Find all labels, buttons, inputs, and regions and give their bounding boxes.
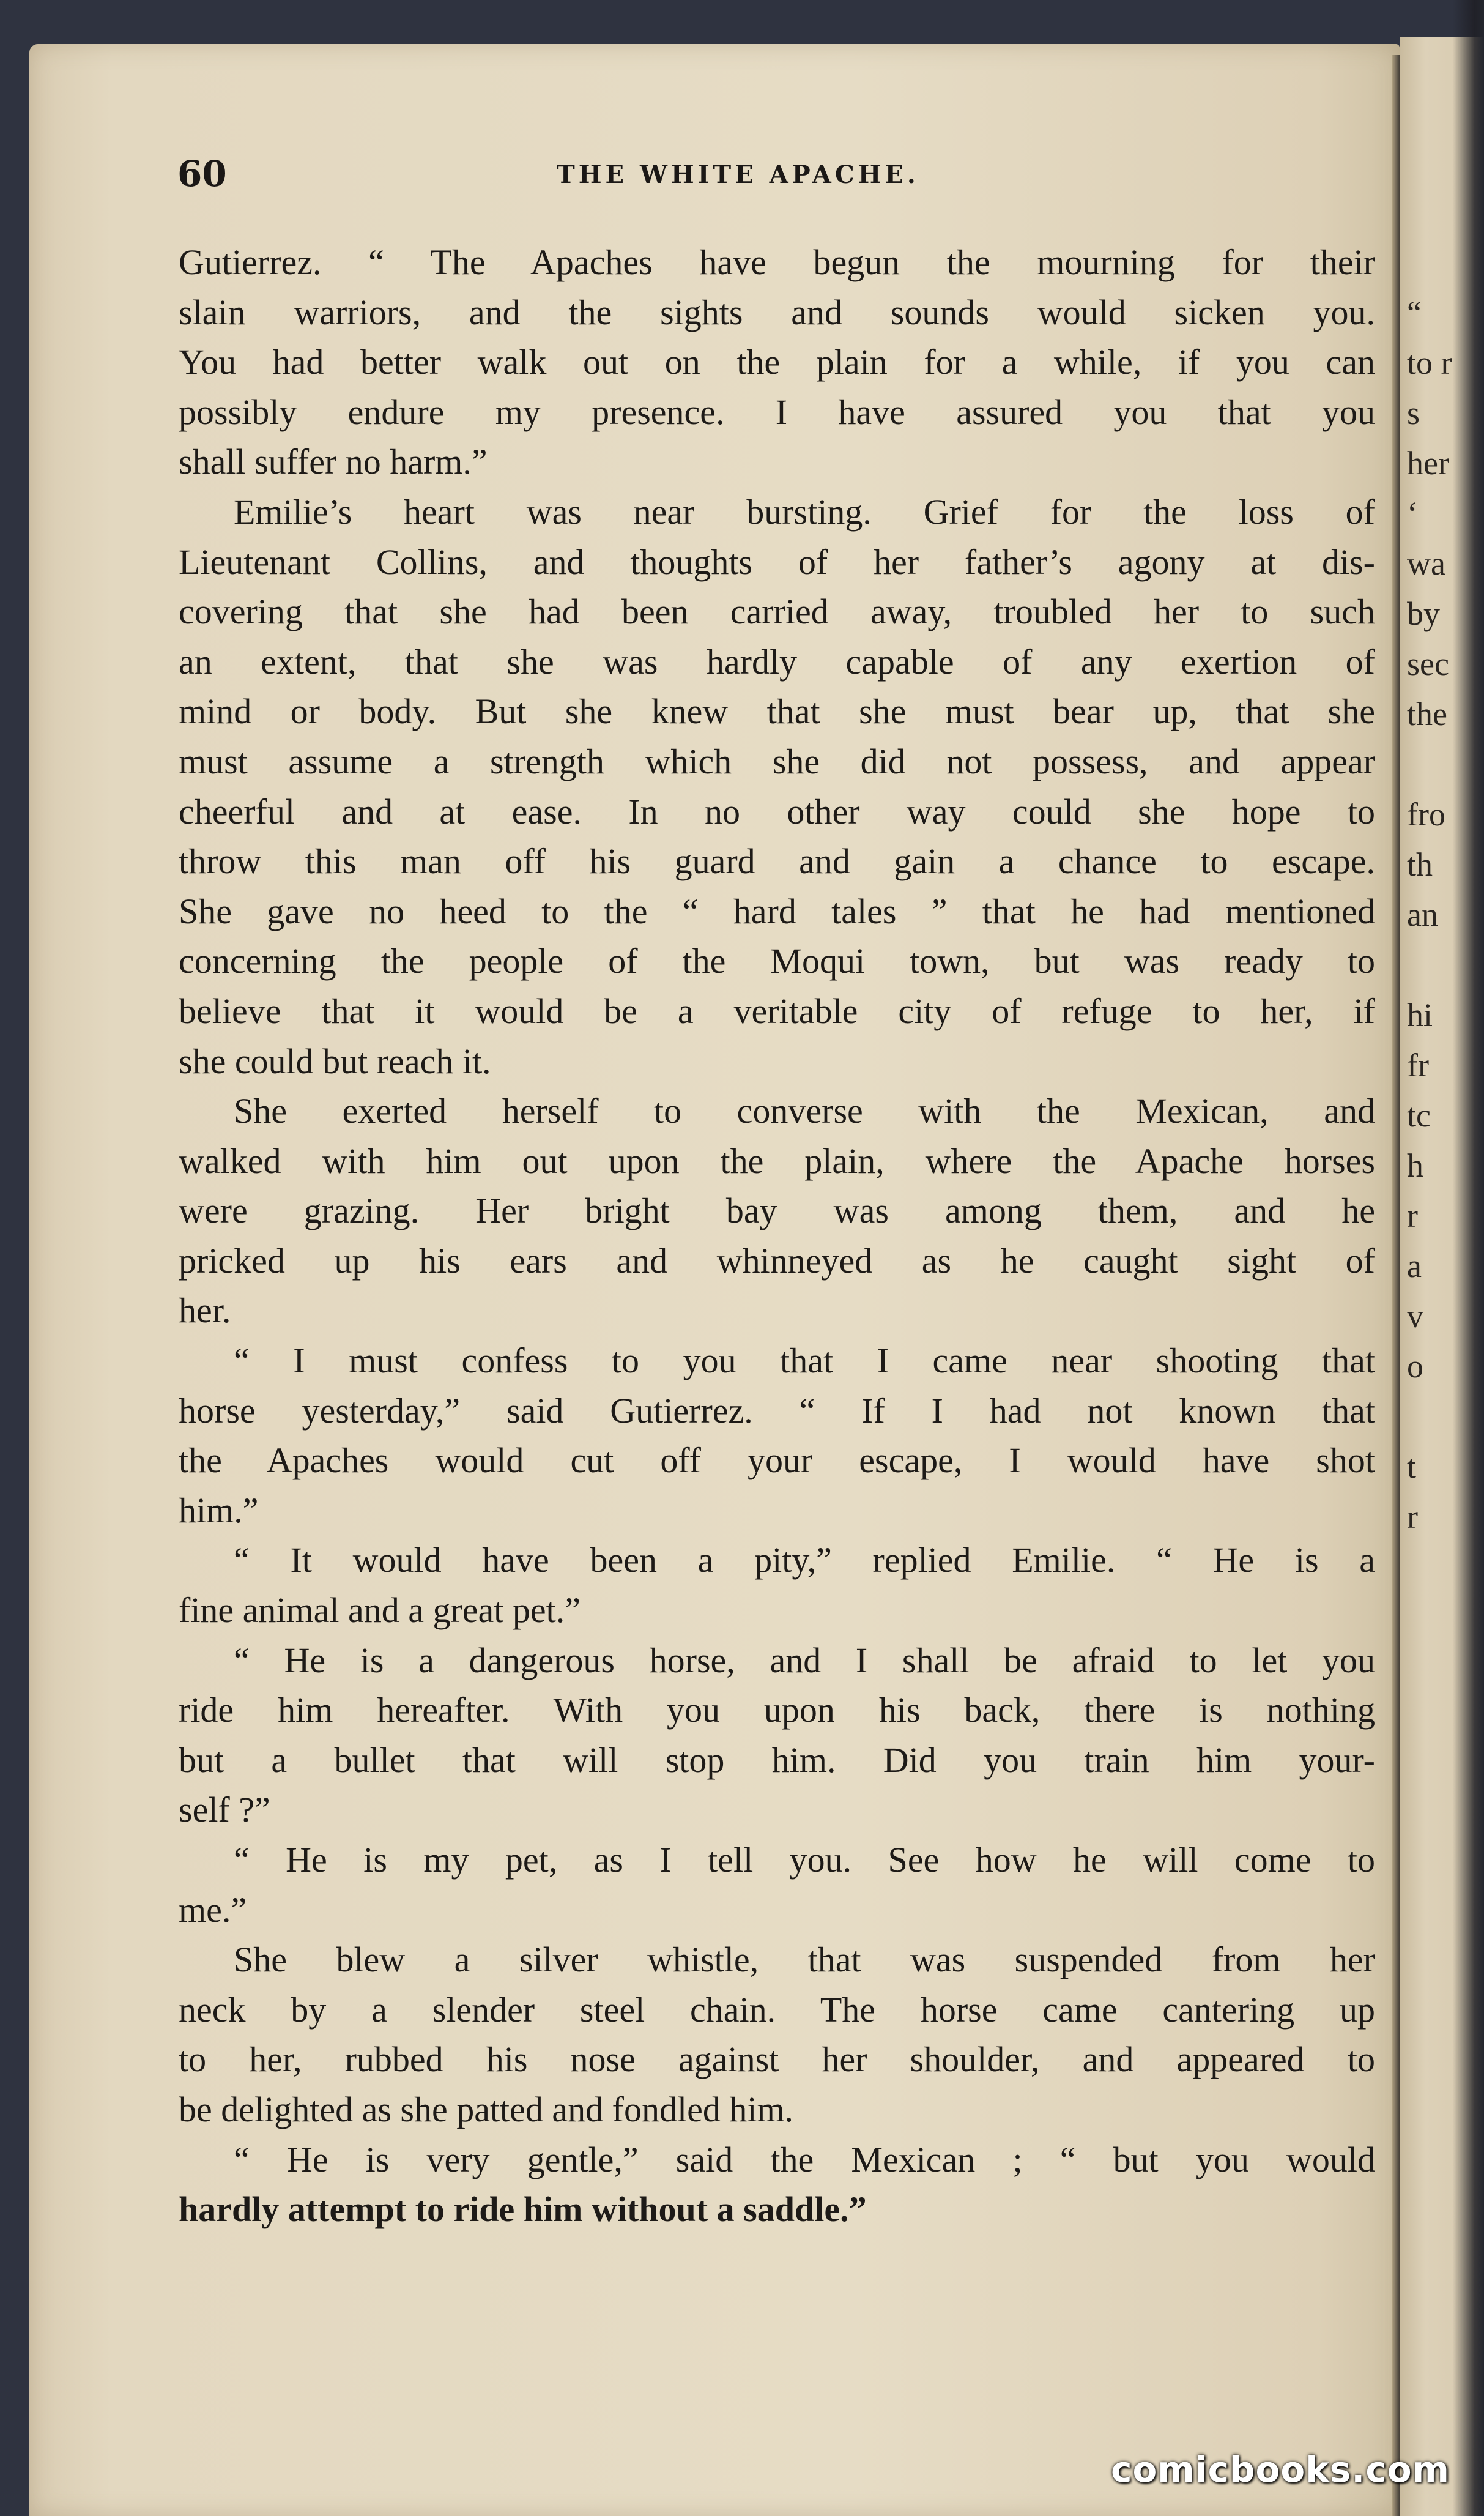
text-line: but a bullet that will stop him. Did you train him your- (179, 1740, 1375, 1780)
facing-page-fragment: a (1407, 1248, 1422, 1284)
facing-page-fragment: v (1407, 1298, 1423, 1334)
page-header (177, 153, 1376, 202)
text-line: me.” (179, 1889, 247, 1930)
facing-page-fragment: ‘ (1407, 495, 1418, 532)
body-text (179, 237, 1375, 2235)
facing-page-fragment: sec (1407, 646, 1449, 682)
text-line: Gutierrez. “ The Apaches have begun the mourning for their (179, 242, 1375, 282)
text-line: cheerful and at ease. In no other way could she hope to (179, 791, 1375, 832)
text-line: hardly attempt to ride him without a saddle.” (179, 2189, 867, 2230)
text-line: throw this man off his guard and gain a chance to escape. (179, 841, 1375, 882)
text-line: fine animal and a great pet.” (179, 1590, 581, 1631)
facing-page-fragment: o (1407, 1348, 1423, 1385)
text-line: self ?” (179, 1790, 270, 1830)
facing-page-fragment: h (1407, 1147, 1423, 1184)
text-line: She blew a silver whistle, that was suspended from her (234, 1940, 1375, 1980)
text-line: believe that it would be a veritable city of refuge to her, if (179, 991, 1375, 1031)
facing-page-fragment: t (1407, 1448, 1417, 1485)
text-line: him.” (179, 1490, 259, 1530)
facing-page-fragment: “ (1407, 294, 1422, 331)
facing-page-fragment: s (1407, 395, 1420, 431)
facing-page-fragment: her (1407, 445, 1449, 482)
facing-page-fragment: to r (1407, 344, 1452, 381)
text-line: “ He is my pet, as I tell you. See how he will come to (234, 1840, 1375, 1880)
text-line: mind or body. But she knew that she must bear up, that she (179, 691, 1375, 732)
text-line: were grazing. Her bright bay was among them, and he (179, 1191, 1375, 1231)
text-line: She exerted herself to converse with the Mexican, and (234, 1091, 1375, 1131)
text-line: to her, rubbed his nose against her shoulder, and appeared to (179, 2039, 1375, 2080)
text-line: covering that she had been carried away, troubled her to such (179, 592, 1375, 632)
facing-page-fragment: hi (1407, 997, 1433, 1033)
text-line: Emilie’s heart was near bursting. Grief for the loss of (234, 491, 1375, 532)
text-line: “ He is a dangerous horse, and I shall be afraid to let you (234, 1640, 1375, 1680)
text-line: walked with him out upon the plain, where the Apache horses (179, 1141, 1375, 1181)
text-line: pricked up his ears and whinneyed as he caught sight of (179, 1240, 1375, 1281)
running-head: THE WHITE APACHE. (557, 160, 919, 189)
text-line: ride him hereafter. With you upon his back, there is nothing (179, 1690, 1375, 1730)
text-line: slain warriors, and the sights and sounds would sicken you. (179, 292, 1375, 332)
facing-page-fragment: th (1407, 846, 1433, 883)
facing-page-fragment: tc (1407, 1097, 1431, 1134)
watermark: comicbooks.com (1111, 2449, 1450, 2490)
text-line: possibly endure my presence. I have assured you that you (179, 392, 1375, 432)
facing-page-fragment: r (1407, 1197, 1418, 1234)
text-line: be delighted as she patted and fondled him. (179, 2089, 794, 2129)
text-line: concerning the people of the Moqui town, but was ready to (179, 941, 1375, 981)
facing-page-fragment: r (1407, 1498, 1418, 1535)
text-line: the Apaches would cut off your escape, I would have shot (179, 1440, 1375, 1481)
text-line: shall suffer no harm.” (179, 442, 488, 482)
text-line: You had better walk out on the plain for a while, if you can (179, 342, 1375, 382)
facing-page-fragment: by (1407, 595, 1440, 632)
text-line: “ He is very gentle,” said the Mexican ; “ but you would (234, 2139, 1375, 2179)
facing-page-fragment: fr (1407, 1047, 1429, 1084)
text-line: must assume a strength which she did not possess, and appear (179, 741, 1375, 781)
text-line: an extent, that she was hardly capable of any exertion of (179, 641, 1375, 682)
text-line: Lieutenant Collins, and thoughts of her father’s agony at dis- (179, 542, 1375, 582)
facing-page-fragment: wa (1407, 545, 1445, 582)
text-line: “ I must confess to you that I came near shooting that (234, 1341, 1375, 1381)
text-line: her. (179, 1290, 231, 1331)
text-line: “ It would have been a pity,” replied Emilie. “ He is a (234, 1540, 1375, 1580)
facing-page-fragment: the (1407, 696, 1447, 732)
text-line: She gave no heed to the “ hard tales ” that he had mentioned (179, 891, 1375, 931)
page-number: 60 (177, 153, 227, 195)
facing-page-fragment: an (1407, 896, 1438, 933)
text-line: neck by a slender steel chain. The horse came cantering up (179, 1989, 1375, 2030)
binding-shadow (1453, 0, 1484, 2516)
text-line: horse yesterday,” said Gutierrez. “ If I had not known that (179, 1390, 1375, 1431)
page-edge (1392, 55, 1400, 2516)
text-line: she could but reach it. (179, 1041, 491, 1081)
facing-page-fragment: fro (1407, 796, 1445, 833)
